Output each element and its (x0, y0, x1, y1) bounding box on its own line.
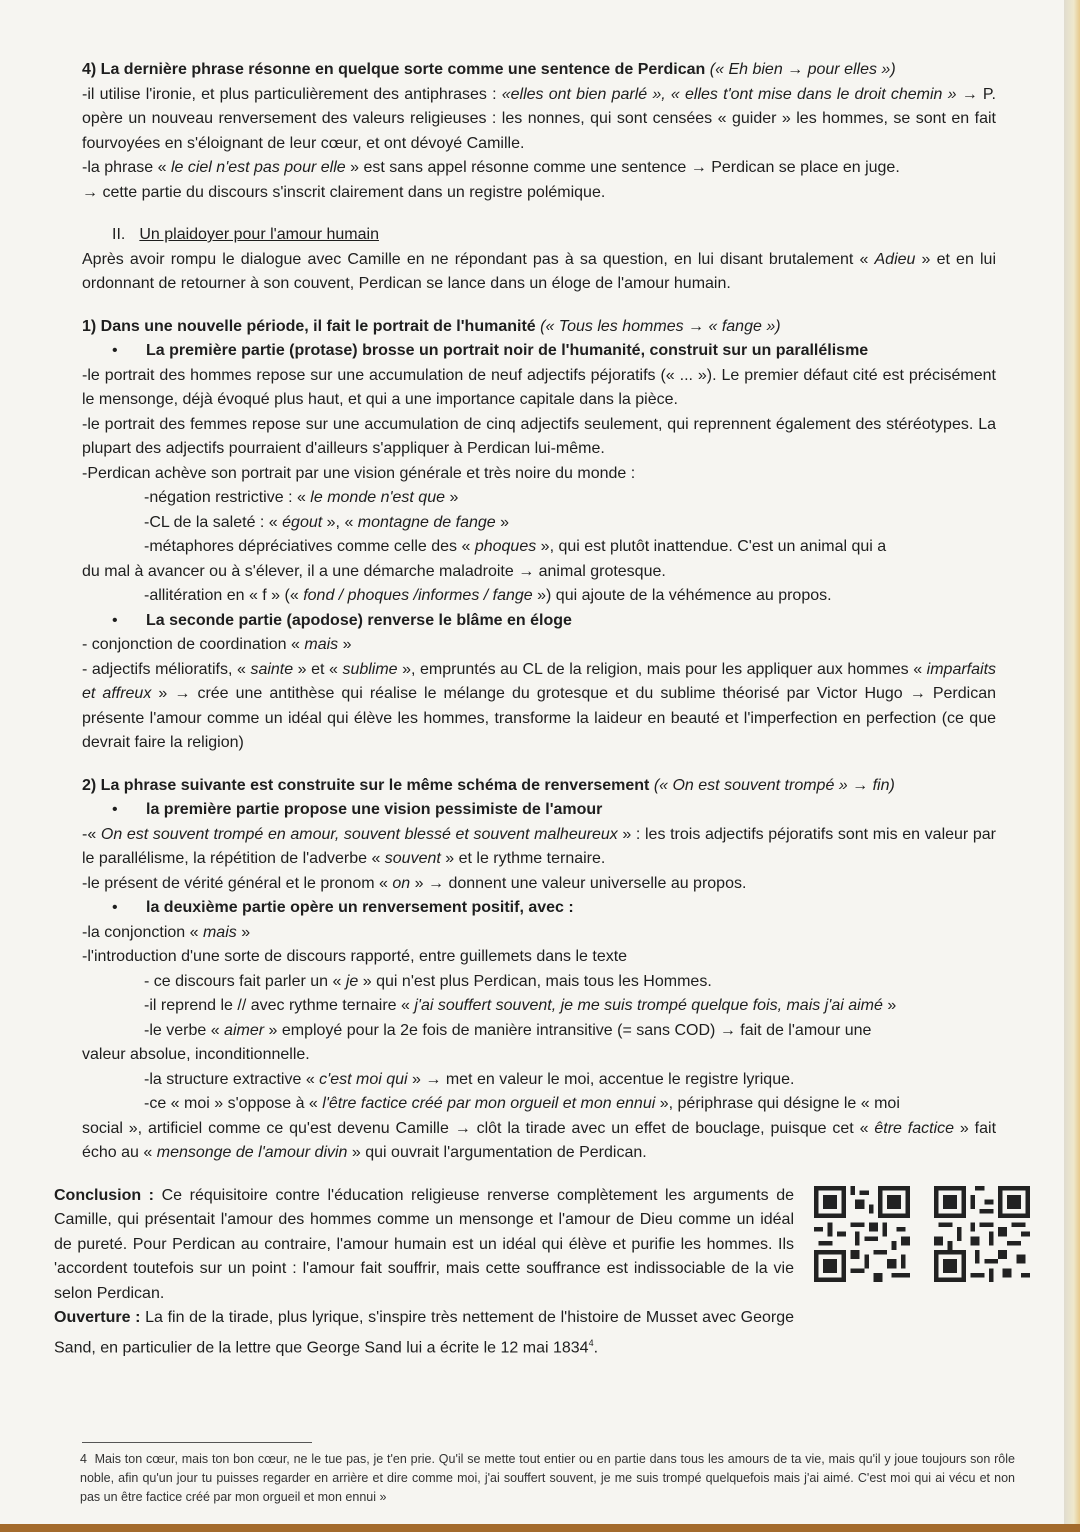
part2-heading: II. Un plaidoyer pour l'amour humain (112, 226, 379, 243)
conclusion-text: Conclusion : Ce réquisitoire contre l'éducation religieuse renverse complètement les arguments de Camille, qui présentait l'amour des hommes comme un mensonge et l'amour de Dieu comme un idéal de pureté. Pour Perdican au contraire, l'amour humain est un idéal qui élève et purifie les hommes. Ils 'accordent toutefois sur un point : l'amour fait souffrir, mais cette souffrance est indissociable de la vie selon Perdican. (54, 1186, 794, 1302)
sub1-p3: -Perdican achève son portrait par une vision générale et très noire du monde : (82, 464, 636, 482)
sub2-item2: -il reprend le // avec rythme ternaire « j'ai souffert souvent, je me suis trompé quelque fois, mais j'ai aimé » (144, 997, 897, 1014)
sub1-item3: -métaphores dépréciatives comme celle des « phoques », qui est plutôt inattendue. C'est un animal qui a (144, 538, 887, 555)
sub2-item1: - ce discours fait parler un « je » qui n'est plus Perdican, mais tous les Hommes. (144, 972, 712, 990)
sub2-p2: -le présent de vérité général et le pronom « on » → donnent une valeur universelle au propos. (82, 874, 747, 892)
sub2-item3-cont: valeur absolue, inconditionnelle. (82, 1046, 310, 1063)
section4-line2: -la phrase « le ciel n'est pas pour elle » est sans appel résonne comme une sentence → Perdican se place en juge. (82, 159, 900, 176)
sub1-bullet2: • La seconde partie (apodose) renverse le blâme en éloge (82, 609, 996, 634)
footnote-divider (82, 1442, 312, 1443)
sub2-item5: -ce « moi » s'oppose à « l'être factice créé par mon orgueil et mon ennui », périphrase qui désigne le « moi (144, 1095, 900, 1112)
sub1-item1: -négation restrictive : « le monde n'est que » (144, 489, 459, 506)
section4-line3: → cette partie du discours s'inscrit clairement dans un registre polémique. (82, 183, 606, 201)
sub2-item4: -la structure extractive « c'est moi qui » → met en valeur le moi, accentue le registre lyrique. (144, 1070, 795, 1088)
sub1-item4: -allitération en « f » (« fond / phoques /informes / fange ») qui ajoute de la véhémence au propos. (144, 587, 832, 604)
part2-intro: Après avoir rompu le dialogue avec Camille en ne répondant pas à sa question, en lui disant brutalement « Adieu » et en lui ordonnant de retourner à son couvent, Perdican se lance dans un éloge de l'amour humain. (82, 250, 996, 292)
sub1-item3-cont: du mal à avancer ou à s'élever, il a une démarche maladroite → animal grotesque. (82, 562, 666, 580)
qr-code-icon[interactable] (814, 1186, 910, 1282)
sub2-heading: 2) La phrase suivante est construite sur le même schéma de renversement (« On est souvent trompé » → fin) (82, 776, 895, 794)
sub2-p1: -« On est souvent trompé en amour, souvent blessé et souvent malheureux » : les trois adjectifs péjoratifs sont mis en valeur par le parallélisme, la répétition de l'adverbe « souvent » et le rythme ternaire. (82, 825, 997, 867)
table-edge (0, 1524, 1080, 1532)
sub1-heading: 1) Dans une nouvelle période, il fait le portrait de l'humanité (« Tous les hommes → « fange ») (82, 317, 781, 335)
sub1-item2: -CL de la saleté : « égout », « montagne de fange » (144, 513, 510, 531)
sub2-item3: -le verbe « aimer » employé pour la 2e fois de manière intransitive (= sans COD) → fait de l'amour une (144, 1021, 872, 1039)
conclusion-block (54, 1184, 996, 1361)
page-edge (1064, 0, 1080, 1532)
qr-code-icon[interactable] (934, 1186, 1030, 1282)
section4-heading: 4) La dernière phrase résonne en quelque sorte comme une sentence de Perdican (« Eh bien → pour elles ») (82, 61, 896, 78)
footnote: 4 Mais ton cœur, mais ton bon cœur, ne le tue pas, je t'en prie. Qu'il se mette tout entier ou en partie dans tous les amours de ta vie, mais qu'il y joue toujours son rôle noble, afin qu'un jour tu puisses regarder en arrière et dire comme moi, j'ai souffert souvent, je me suis trompé quelquefois mais j'ai aimé. C'est moi qui ai vécu et non pas un être factice créé par mon orgueil et mon ennui » (80, 1452, 1015, 1504)
sub1-p5: - adjectifs mélioratifs, « sainte » et « sublime », empruntés au CL de la religion, mais pour les appliquer aux hommes « imparfaits et affreux » → crée une antithèse qui réalise le mélange du grotesque et du sublime théorisé par Victor Hugo → Perdican présente l'amour comme un idéal qui élève les hommes, transforme la laideur en beauté et l'imperfection en perfection (ce que devrait faire la religion) (82, 660, 997, 751)
footnote-ref: 4 (588, 1337, 594, 1348)
sub1-p2: -le portrait des femmes repose sur une accumulation de cinq adjectifs seulement, qui reprennent également des stéréotypes. La plupart des adjectifs pourraient d'ailleurs s'appliquer à Perdican lui-même. (82, 415, 996, 457)
sub1-p1: -le portrait des hommes repose sur une accumulation de neuf adjectifs péjoratifs (« ... »). Le premier défaut cité est précisément le mensonge, déjà évoqué plus haut, et qui a une importance capitale dans la pièce. (82, 366, 996, 408)
sub2-bullet1: • la première partie propose une vision pessimiste de l'amour (82, 798, 996, 823)
sub2-p4: -l'introduction d'une sorte de discours rapporté, entre guillemets dans le texte (82, 948, 628, 965)
sub2-bullet2: • la deuxième partie opère un renversement positif, avec : (82, 896, 996, 921)
ouverture-text: Ouverture : La fin de la tirade, plus lyrique, s'inspire très nettement de l'histoire de Musset avec George Sand, en particulier de la lettre que George Sand lui a écrite le 12 mai 1834$^4$. (54, 1309, 794, 1356)
sub1-bullet1: • La première partie (protase) brosse un portrait noir de l'humanité, construit sur un parallélisme (82, 339, 996, 364)
sub2-p3: -la conjonction « mais » (82, 923, 251, 941)
section4-line1: -il utilise l'ironie, et plus particulièrement des antiphrases : «elles ont bien parlé », « elles t'ont mise dans le droit chemin » → P. opère un nouveau renversement des valeurs religieuses : les nonnes, qui sont censées « guider » les hommes, se sont en fait fourvoyées en s'éloignant de leur cœur, et ont dévoyé Camille. (82, 85, 996, 152)
sub1-p4: - conjonction de coordination « mais » (82, 636, 352, 653)
sub2-item5-cont: social », artificiel comme ce qu'est devenu Camille → clôt la tirade avec un effet de bouclage, puisque cet « être factice » fait écho au « mensonge de l'amour divin » qui ouvrait l'argumentation de Perdican. (82, 1119, 997, 1161)
